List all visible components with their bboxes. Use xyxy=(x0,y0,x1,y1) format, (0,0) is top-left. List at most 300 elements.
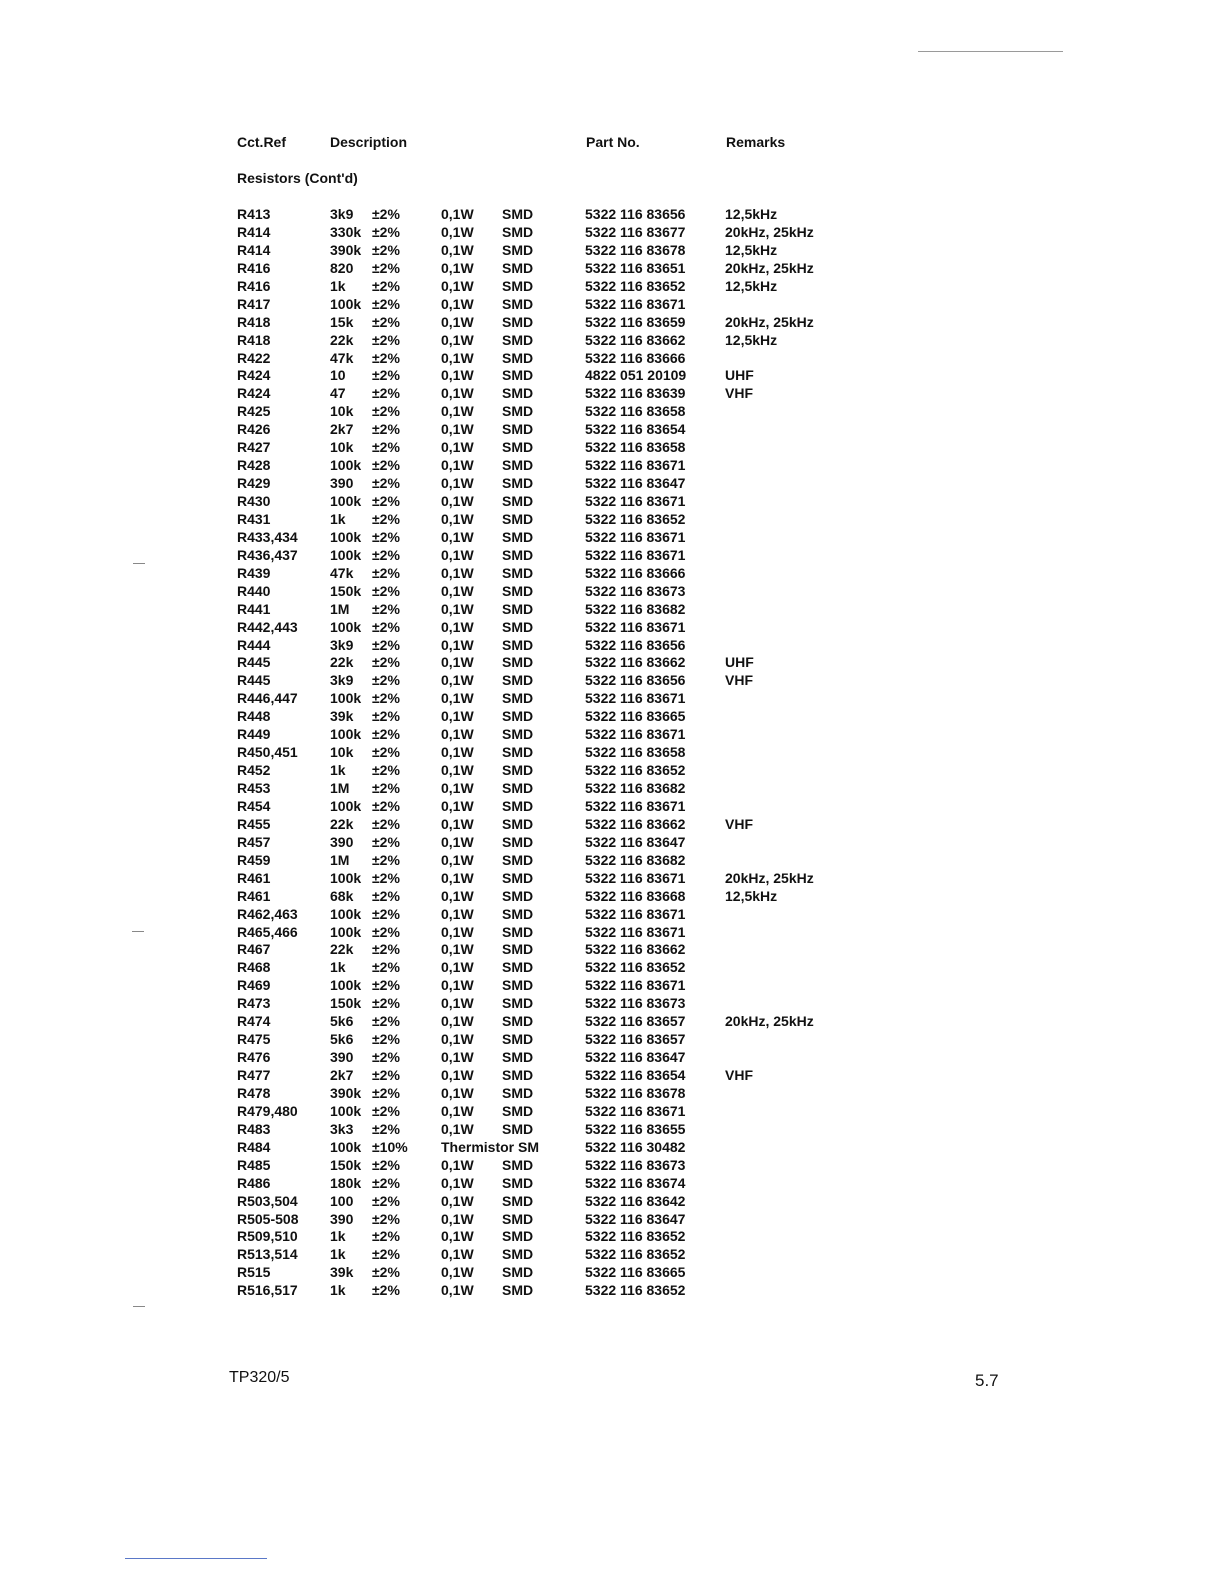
cell-tolerance: ±2% xyxy=(372,564,400,581)
cell-tolerance: ±2% xyxy=(372,241,400,258)
cell-cct-ref: R427 xyxy=(237,439,271,456)
cell-tolerance: ±2% xyxy=(372,349,400,366)
cell-type: SMD xyxy=(502,762,534,779)
margin-mark xyxy=(132,931,144,932)
cell-value: 150k xyxy=(330,582,362,599)
cell-value: 390k xyxy=(330,241,362,258)
cell-tolerance: ±2% xyxy=(372,959,400,976)
cell-tolerance: ±2% xyxy=(372,1013,400,1030)
cell-tolerance: ±2% xyxy=(372,1067,400,1083)
cell-cct-ref: R449 xyxy=(237,726,271,743)
cell-power: 0,1W xyxy=(441,510,474,527)
table-row xyxy=(237,870,857,888)
cell-cct-ref: R503,504 xyxy=(237,1192,298,1209)
table-row xyxy=(237,924,857,942)
table-row xyxy=(237,547,857,565)
table-row xyxy=(237,1246,857,1264)
cell-part-no: 5322 116 83682 xyxy=(585,780,686,796)
cell-cct-ref: R459 xyxy=(237,851,271,868)
cell-type: SMD xyxy=(502,1102,534,1119)
cell-tolerance: ±2% xyxy=(372,941,400,958)
table-row xyxy=(237,654,857,672)
cell-part-no: 5322 116 83671 xyxy=(585,528,686,545)
cell-tolerance: ±2% xyxy=(372,510,400,527)
cell-part-no: 5322 116 83656 xyxy=(585,206,686,222)
cell-tolerance: ±2% xyxy=(372,403,400,420)
table-row xyxy=(237,224,857,242)
cell-type: SMD xyxy=(502,439,534,456)
cell-power: 0,1W xyxy=(441,457,474,474)
table-row xyxy=(237,637,857,655)
cell-part-no: 5322 116 83671 xyxy=(585,493,686,509)
cell-tolerance: ±2% xyxy=(372,331,400,348)
cell-cct-ref: R439 xyxy=(237,564,271,581)
cell-cct-ref: R418 xyxy=(237,331,271,348)
cell-cct-ref: R440 xyxy=(237,582,271,599)
table-row xyxy=(237,439,857,457)
cell-power: 0,1W xyxy=(441,223,474,240)
cell-value: 10k xyxy=(330,439,354,456)
table-row xyxy=(237,278,857,296)
cell-part-no: 5322 116 83652 xyxy=(585,277,686,294)
cell-power: 0,1W xyxy=(441,654,474,671)
table-row xyxy=(237,1157,857,1175)
table-row xyxy=(237,726,857,744)
cell-part-no: 5322 116 83671 xyxy=(585,618,686,635)
cell-power: 0,1W xyxy=(441,600,474,617)
cell-cct-ref: R513,514 xyxy=(237,1246,298,1263)
cell-power: 0,1W xyxy=(441,869,474,886)
cell-power: 0,1W xyxy=(441,726,474,743)
cell-cct-ref: R424 xyxy=(237,385,271,402)
table-row xyxy=(237,565,857,583)
cell-power: 0,1W xyxy=(441,690,474,707)
bottom-rule xyxy=(125,1558,267,1559)
cell-power: 0,1W xyxy=(441,241,474,258)
cell-part-no: 5322 116 83662 xyxy=(585,654,686,671)
cell-power: 0,1W xyxy=(441,887,474,904)
cell-tolerance: ±2% xyxy=(372,582,400,599)
cell-type: SMD xyxy=(502,869,534,886)
cell-value: 22k xyxy=(330,941,354,958)
cell-power: 0,1W xyxy=(441,1102,474,1119)
cell-power: Thermistor SM xyxy=(441,1138,540,1155)
cell-remarks: 20kHz, 25kHz xyxy=(725,313,814,330)
table-row xyxy=(237,888,857,906)
cell-part-no: 5322 116 83652 xyxy=(585,762,686,779)
cell-remarks: 12,5kHz xyxy=(725,277,778,294)
cell-value: 390 xyxy=(330,833,354,850)
table-row xyxy=(237,332,857,350)
table-row xyxy=(237,583,857,601)
cell-power: 0,1W xyxy=(441,977,474,994)
cell-type: SMD xyxy=(502,977,534,994)
cell-power: 0,1W xyxy=(441,528,474,545)
cell-type: SMD xyxy=(502,493,534,509)
cell-cct-ref: R469 xyxy=(237,977,271,994)
table-row xyxy=(237,941,857,959)
cell-value: 47 xyxy=(330,385,346,402)
cell-part-no: 5322 116 83668 xyxy=(585,887,686,904)
cell-value: 150k xyxy=(330,995,362,1012)
cell-value: 390 xyxy=(330,475,354,492)
cell-type: SMD xyxy=(502,1192,534,1209)
cell-cct-ref: R445 xyxy=(237,672,271,689)
cell-type: SMD xyxy=(502,708,534,725)
cell-part-no: 5322 116 83647 xyxy=(585,1049,686,1066)
cell-power: 0,1W xyxy=(441,797,474,814)
cell-part-no: 5322 116 83647 xyxy=(585,475,686,492)
cell-part-no: 5322 116 83662 xyxy=(585,815,686,832)
cell-tolerance: ±2% xyxy=(372,475,400,492)
page-number: 5.7 xyxy=(975,1371,999,1390)
table-row xyxy=(237,690,857,708)
cell-tolerance: ±2% xyxy=(372,457,400,474)
table-row xyxy=(237,1121,857,1139)
cell-cct-ref: R448 xyxy=(237,708,271,725)
cell-power: 0,1W xyxy=(441,708,474,725)
table-row xyxy=(237,511,857,529)
cell-value: 100k xyxy=(330,618,362,635)
table-row xyxy=(237,1031,857,1049)
cell-remarks: 20kHz, 25kHz xyxy=(725,259,814,276)
cell-type: SMD xyxy=(502,959,534,976)
cell-value: 5k6 xyxy=(330,1013,354,1030)
cell-power: 0,1W xyxy=(441,1174,474,1191)
cell-tolerance: ±2% xyxy=(372,528,400,545)
cell-power: 0,1W xyxy=(441,1031,474,1048)
cell-tolerance: ±2% xyxy=(372,726,400,743)
cell-tolerance: ±2% xyxy=(372,815,400,832)
cell-tolerance: ±2% xyxy=(372,1120,400,1137)
cell-value: 39k xyxy=(330,1264,354,1281)
cell-cct-ref: R477 xyxy=(237,1067,271,1083)
cell-type: SMD xyxy=(502,1246,534,1263)
cell-part-no: 5322 116 83671 xyxy=(585,457,686,474)
cell-power: 0,1W xyxy=(441,636,474,653)
cell-type: SMD xyxy=(502,744,534,761)
cell-cct-ref: R422 xyxy=(237,349,271,366)
cell-part-no: 5322 116 83671 xyxy=(585,923,686,940)
cell-cct-ref: R430 xyxy=(237,493,271,509)
cell-value: 1k xyxy=(330,1282,346,1299)
cell-part-no: 5322 116 83658 xyxy=(585,439,686,456)
cell-remarks: UHF xyxy=(725,367,754,384)
cell-power: 0,1W xyxy=(441,564,474,581)
table-row xyxy=(237,1049,857,1067)
cell-cct-ref: R416 xyxy=(237,259,271,276)
cell-value: 47k xyxy=(330,349,354,366)
cell-type: SMD xyxy=(502,1156,534,1173)
cell-value: 3k9 xyxy=(330,206,354,222)
cell-cct-ref: R516,517 xyxy=(237,1282,298,1299)
cell-part-no: 5322 116 83652 xyxy=(585,510,686,527)
cell-value: 390k xyxy=(330,1084,362,1101)
cell-cct-ref: R465,466 xyxy=(237,923,298,940)
table-row xyxy=(237,1282,857,1300)
table-row xyxy=(237,762,857,780)
cell-power: 0,1W xyxy=(441,905,474,922)
cell-cct-ref: R444 xyxy=(237,636,271,653)
cell-remarks: 12,5kHz xyxy=(725,206,778,222)
cell-value: 1M xyxy=(330,780,350,796)
cell-tolerance: ±2% xyxy=(372,206,400,222)
cell-power: 0,1W xyxy=(441,1210,474,1227)
cell-cct-ref: R484 xyxy=(237,1138,271,1155)
cell-value: 22k xyxy=(330,815,354,832)
table-row xyxy=(237,350,857,368)
cell-tolerance: ±2% xyxy=(372,439,400,456)
cell-value: 100k xyxy=(330,797,362,814)
table-row xyxy=(237,1085,857,1103)
cell-value: 330k xyxy=(330,223,362,240)
cell-tolerance: ±2% xyxy=(372,618,400,635)
cell-value: 22k xyxy=(330,331,354,348)
cell-type: SMD xyxy=(502,1013,534,1030)
cell-type: SMD xyxy=(502,403,534,420)
cell-power: 0,1W xyxy=(441,1282,474,1299)
cell-part-no: 5322 116 83642 xyxy=(585,1192,686,1209)
cell-part-no: 5322 116 83673 xyxy=(585,995,686,1012)
table-row xyxy=(237,852,857,870)
cell-tolerance: ±2% xyxy=(372,690,400,707)
table-row xyxy=(237,780,857,798)
cell-cct-ref: R450,451 xyxy=(237,744,298,761)
cell-power: 0,1W xyxy=(441,385,474,402)
cell-type: SMD xyxy=(502,1174,534,1191)
table-row xyxy=(237,816,857,834)
cell-value: 3k9 xyxy=(330,636,354,653)
cell-type: SMD xyxy=(502,1084,534,1101)
cell-power: 0,1W xyxy=(441,1067,474,1083)
cell-power: 0,1W xyxy=(441,1013,474,1030)
table-row xyxy=(237,1211,857,1229)
cell-tolerance: ±2% xyxy=(372,1102,400,1119)
table-row xyxy=(237,834,857,852)
cell-tolerance: ±2% xyxy=(372,1192,400,1209)
cell-part-no: 5322 116 83657 xyxy=(585,1013,686,1030)
cell-cct-ref: R446,447 xyxy=(237,690,298,707)
table-row xyxy=(237,672,857,690)
cell-part-no: 5322 116 83647 xyxy=(585,1210,686,1227)
cell-tolerance: ±2% xyxy=(372,780,400,796)
table-row xyxy=(237,1228,857,1246)
cell-value: 100k xyxy=(330,1102,362,1119)
cell-tolerance: ±2% xyxy=(372,1084,400,1101)
table-row xyxy=(237,367,857,385)
header-remarks: Remarks xyxy=(726,134,786,150)
cell-tolerance: ±2% xyxy=(372,636,400,653)
cell-tolerance: ±2% xyxy=(372,1156,400,1173)
cell-power: 0,1W xyxy=(441,1228,474,1245)
cell-cct-ref: R479,480 xyxy=(237,1102,298,1119)
cell-part-no: 5322 116 83678 xyxy=(585,1084,686,1101)
cell-value: 1k xyxy=(330,762,346,779)
cell-type: SMD xyxy=(502,564,534,581)
cell-power: 0,1W xyxy=(441,475,474,492)
cell-type: SMD xyxy=(502,690,534,707)
cell-part-no: 5322 116 83682 xyxy=(585,851,686,868)
cell-power: 0,1W xyxy=(441,815,474,832)
cell-value: 22k xyxy=(330,654,354,671)
cell-remarks: 20kHz, 25kHz xyxy=(725,223,814,240)
cell-tolerance: ±2% xyxy=(372,851,400,868)
cell-value: 100k xyxy=(330,1138,362,1155)
cell-power: 0,1W xyxy=(441,295,474,312)
cell-tolerance: ±2% xyxy=(372,385,400,402)
cell-cct-ref: R485 xyxy=(237,1156,271,1173)
cell-type: SMD xyxy=(502,457,534,474)
table-row xyxy=(237,260,857,278)
table-row xyxy=(237,206,857,224)
table-row xyxy=(237,493,857,511)
cell-tolerance: ±2% xyxy=(372,546,400,563)
cell-power: 0,1W xyxy=(441,672,474,689)
cell-remarks: 12,5kHz xyxy=(725,887,778,904)
cell-cct-ref: R417 xyxy=(237,295,271,312)
cell-tolerance: ±2% xyxy=(372,905,400,922)
cell-tolerance: ±2% xyxy=(372,654,400,671)
cell-type: SMD xyxy=(502,780,534,796)
cell-power: 0,1W xyxy=(441,1049,474,1066)
cell-power: 0,1W xyxy=(441,833,474,850)
cell-value: 3k9 xyxy=(330,672,354,689)
cell-cct-ref: R441 xyxy=(237,600,271,617)
cell-tolerance: ±2% xyxy=(372,313,400,330)
cell-cct-ref: R418 xyxy=(237,313,271,330)
cell-part-no: 5322 116 83671 xyxy=(585,295,686,312)
table-row xyxy=(237,242,857,260)
table-row xyxy=(237,977,857,995)
cell-cct-ref: R452 xyxy=(237,762,271,779)
cell-cct-ref: R424 xyxy=(237,367,271,384)
cell-part-no: 5322 116 83677 xyxy=(585,223,686,240)
cell-type: SMD xyxy=(502,510,534,527)
cell-type: SMD xyxy=(502,277,534,294)
cell-value: 100k xyxy=(330,457,362,474)
cell-power: 0,1W xyxy=(441,582,474,599)
cell-remarks: VHF xyxy=(725,672,753,689)
cell-value: 100k xyxy=(330,295,362,312)
cell-value: 180k xyxy=(330,1174,362,1191)
cell-power: 0,1W xyxy=(441,493,474,509)
cell-part-no: 4822 051 20109 xyxy=(585,367,687,384)
cell-value: 100k xyxy=(330,977,362,994)
cell-type: SMD xyxy=(502,1067,534,1083)
cell-type: SMD xyxy=(502,367,534,384)
cell-type: SMD xyxy=(502,923,534,940)
cell-type: SMD xyxy=(502,1031,534,1048)
cell-part-no: 5322 116 83652 xyxy=(585,1228,686,1245)
cell-cct-ref: R474 xyxy=(237,1013,271,1030)
table-row xyxy=(237,1193,857,1211)
cell-power: 0,1W xyxy=(441,403,474,420)
cell-type: SMD xyxy=(502,1120,534,1137)
cell-part-no: 5322 116 83678 xyxy=(585,241,686,258)
cell-power: 0,1W xyxy=(441,367,474,384)
cell-part-no: 5322 116 83673 xyxy=(585,582,686,599)
cell-value: 15k xyxy=(330,313,354,330)
cell-tolerance: ±2% xyxy=(372,762,400,779)
cell-part-no: 5322 116 83652 xyxy=(585,1246,686,1263)
cell-power: 0,1W xyxy=(441,995,474,1012)
cell-cct-ref: R461 xyxy=(237,887,271,904)
parts-table xyxy=(237,206,857,1300)
cell-power: 0,1W xyxy=(441,923,474,940)
cell-type: SMD xyxy=(502,475,534,492)
cell-part-no: 5322 116 83654 xyxy=(585,1067,686,1083)
cell-value: 1k xyxy=(330,277,346,294)
table-row xyxy=(237,296,857,314)
cell-part-no: 5322 116 83666 xyxy=(585,349,686,366)
cell-power: 0,1W xyxy=(441,206,474,222)
cell-part-no: 5322 116 83654 xyxy=(585,421,686,438)
cell-type: SMD xyxy=(502,1264,534,1281)
cell-part-no: 5322 116 83652 xyxy=(585,1282,686,1299)
cell-type: SMD xyxy=(502,636,534,653)
cell-part-no: 5322 116 83658 xyxy=(585,744,686,761)
cell-part-no: 5322 116 83659 xyxy=(585,313,686,330)
cell-value: 1M xyxy=(330,600,350,617)
cell-tolerance: ±2% xyxy=(372,1246,400,1263)
cell-power: 0,1W xyxy=(441,259,474,276)
cell-type: SMD xyxy=(502,618,534,635)
table-row xyxy=(237,1067,857,1085)
cell-cct-ref: R505-508 xyxy=(237,1210,299,1227)
cell-tolerance: ±2% xyxy=(372,833,400,850)
cell-tolerance: ±2% xyxy=(372,887,400,904)
cell-value: 68k xyxy=(330,887,354,904)
cell-cct-ref: R433,434 xyxy=(237,528,298,545)
cell-part-no: 5322 116 83647 xyxy=(585,833,686,850)
cell-part-no: 5322 116 83671 xyxy=(585,690,686,707)
cell-tolerance: ±2% xyxy=(372,923,400,940)
cell-part-no: 5322 116 83656 xyxy=(585,636,686,653)
cell-part-no: 5322 116 83655 xyxy=(585,1120,686,1137)
cell-tolerance: ±2% xyxy=(372,223,400,240)
cell-power: 0,1W xyxy=(441,421,474,438)
cell-tolerance: ±2% xyxy=(372,744,400,761)
header-part-no: Part No. xyxy=(586,134,640,150)
cell-cct-ref: R476 xyxy=(237,1049,271,1066)
cell-type: SMD xyxy=(502,654,534,671)
cell-tolerance: ±2% xyxy=(372,1264,400,1281)
cell-type: SMD xyxy=(502,295,534,312)
cell-tolerance: ±2% xyxy=(372,1282,400,1299)
table-row xyxy=(237,403,857,421)
cell-part-no: 5322 116 83651 xyxy=(585,259,686,276)
cell-type: SMD xyxy=(502,331,534,348)
table-row xyxy=(237,1264,857,1282)
cell-cct-ref: R515 xyxy=(237,1264,271,1281)
cell-tolerance: ±2% xyxy=(372,367,400,384)
cell-power: 0,1W xyxy=(441,959,474,976)
table-row xyxy=(237,619,857,637)
cell-cct-ref: R455 xyxy=(237,815,271,832)
cell-part-no: 5322 116 83671 xyxy=(585,1102,686,1119)
cell-type: SMD xyxy=(502,1049,534,1066)
cell-part-no: 5322 116 83671 xyxy=(585,977,686,994)
cell-type: SMD xyxy=(502,349,534,366)
cell-power: 0,1W xyxy=(441,277,474,294)
table-row xyxy=(237,457,857,475)
table-row xyxy=(237,601,857,619)
header-cct-ref: Cct.Ref xyxy=(237,134,287,150)
top-rule xyxy=(918,51,1063,52)
cell-cct-ref: R428 xyxy=(237,457,271,474)
cell-value: 1k xyxy=(330,959,346,976)
table-row xyxy=(237,1103,857,1121)
